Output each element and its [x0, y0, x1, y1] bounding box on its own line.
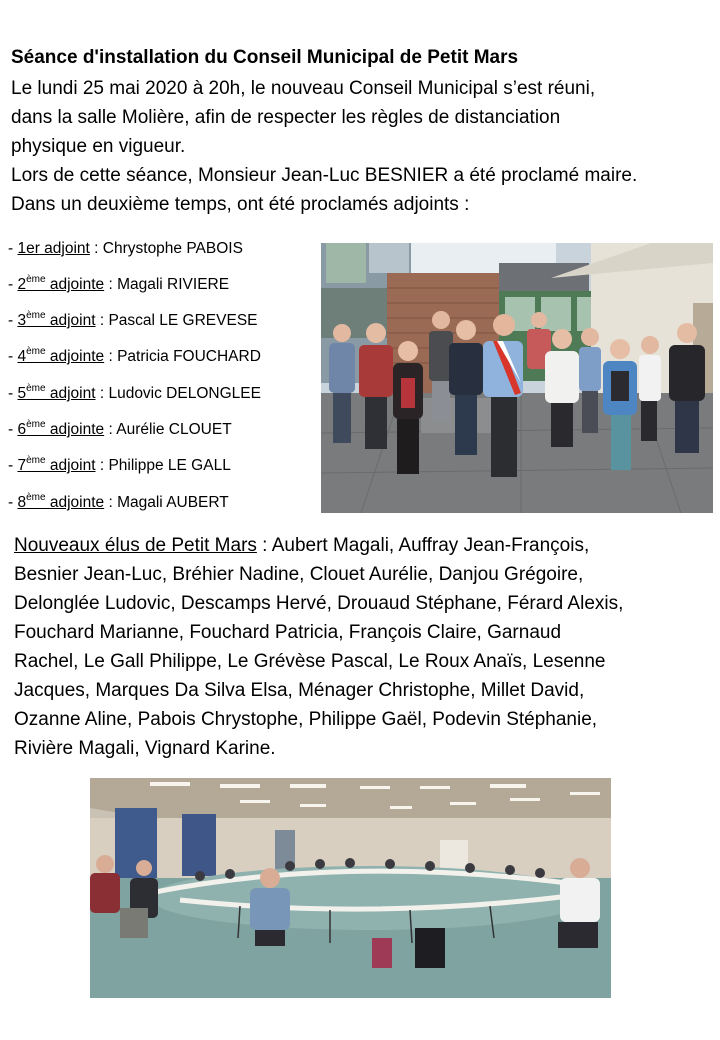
- intro-line: physique en vigueur.: [11, 136, 186, 157]
- elus-line: Nouveaux élus de Petit Mars : Aubert Magali, Auffray Jean-François,: [14, 535, 590, 556]
- elus-line: Rachel, Le Gall Philippe, Le Grévèse Pascal, Le Roux Anaïs, Lesenne: [14, 651, 606, 672]
- intro-line: Lors de cette séance, Monsieur Jean-Luc BESNIER a été proclamé maire.: [11, 165, 638, 186]
- intro-line: Le lundi 25 mai 2020 à 20h, le nouveau Conseil Municipal s’est réuni,: [11, 78, 596, 99]
- adjoint-item: - 7ème adjoint : Philippe LE GALL: [8, 455, 231, 474]
- elus-line: Ozanne Aline, Pabois Chrystophe, Philippe Gaël, Podevin Stéphanie,: [14, 709, 598, 730]
- elus-line: Fouchard Marianne, Fouchard Patricia, François Claire, Garnaud: [14, 622, 562, 643]
- meeting-hall-photo: [90, 778, 611, 998]
- adjoint-item: - 6ème adjointe : Aurélie CLOUET: [8, 419, 232, 438]
- elus-line: Delonglée Ludovic, Descamps Hervé, Drouaud Stéphane, Férard Alexis,: [14, 593, 624, 614]
- adjoint-item: - 3ème adjoint : Pascal LE GREVESE: [8, 310, 258, 329]
- adjoint-item: - 1er adjoint : Chrystophe PABOIS: [8, 240, 243, 257]
- adjoint-item: - 5ème adjoint : Ludovic DELONGLEE: [8, 383, 261, 402]
- elus-line: Jacques, Marques Da Silva Elsa, Ménager Christophe, Millet David,: [14, 680, 585, 701]
- intro-text: [11, 74, 716, 219]
- page-title: Séance d'installation du Conseil Municipal de Petit Mars: [11, 47, 519, 68]
- elus-line: Besnier Jean-Luc, Bréhier Nadine, Clouet Aurélie, Danjou Grégoire,: [14, 564, 584, 585]
- adjoint-item: - 8ème adjointe : Magali AUBERT: [8, 492, 229, 511]
- elus-line: Rivière Magali, Vignard Karine.: [14, 738, 276, 759]
- group-photo: [321, 243, 713, 513]
- adjoint-item: - 2ème adjointe : Magali RIVIERE: [8, 274, 230, 293]
- intro-line: dans la salle Molière, afin de respecter les règles de distanciation: [11, 107, 561, 128]
- intro-line: Dans un deuxième temps, ont été proclamés adjoints :: [11, 194, 470, 215]
- elus-label: Nouveaux élus de Petit Mars: [14, 535, 257, 556]
- elected-members-text: [14, 531, 704, 763]
- adjoint-item: - 4ème adjointe : Patricia FOUCHARD: [8, 346, 261, 365]
